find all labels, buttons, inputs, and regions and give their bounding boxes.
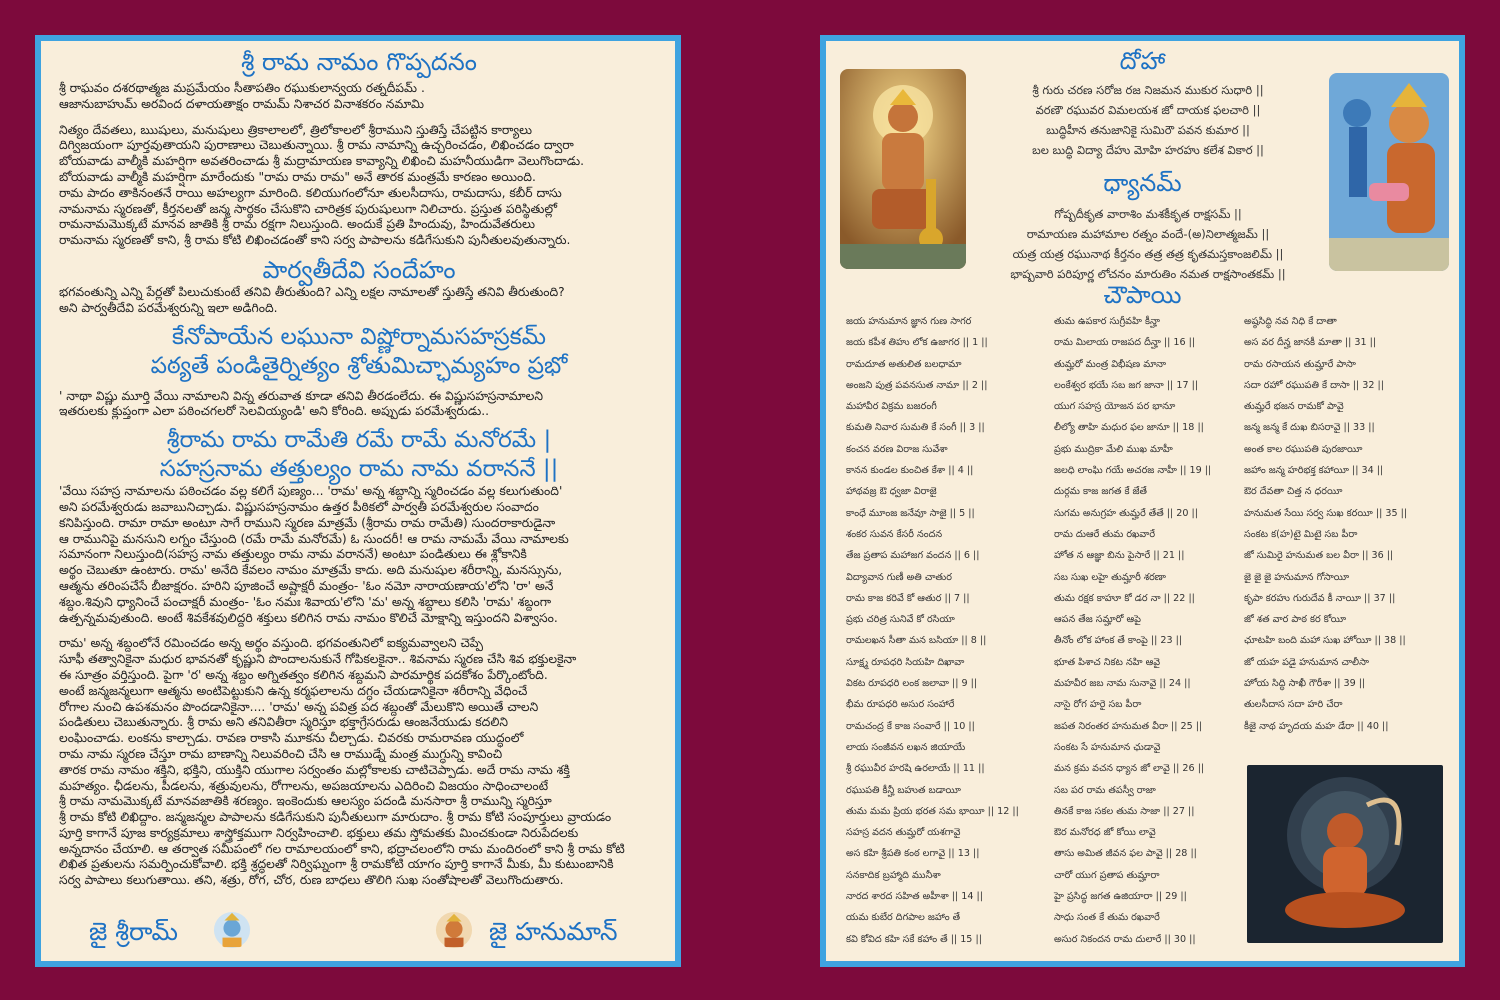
chaupai-line: లాయ సంజీవన లఖన జియాయే	[846, 741, 966, 753]
chaupai-line: యమ కుబేర దిగపాల జహాం తే	[846, 912, 961, 924]
chaupai-line: హోయ సిద్ధి సాఖీ గౌరీశా || 39 ||	[1244, 678, 1366, 690]
shloka-line: సహస్రనామ తత్తుల్యం రామ నామ వరాననే ||	[159, 456, 559, 483]
chaupai-line: శంకర సువన కేసరీ నందన	[846, 528, 943, 540]
intro-verse	[59, 81, 659, 113]
chaupai-line: సనకాదిక బ్రహ్మాది మునీశా	[846, 869, 941, 881]
chaupai-line: మన క్రమ వచన ధ్యాన జో లావై || 26 ||	[1054, 763, 1205, 775]
chaupai-line: ఔర మనోరధ జో కోయి లావై	[1054, 827, 1156, 839]
rama-portrait-icon	[213, 911, 251, 949]
chaupai-line: సహస్ర వదన తుమ్హరో యశగావై	[846, 827, 961, 839]
chaupai-line: జై జై జై హనుమాన గోసాయీ	[1244, 571, 1350, 583]
chaupai-line: సుగమ అనుగ్రహ తుమ్హరే తేతే || 20 ||	[1054, 507, 1199, 519]
chaupai-line: ప్రభు చరిత్ర సునివే కో రసియా	[846, 614, 955, 626]
doha-line: బల బుద్ధి విద్యా దేహు మోహి హరహు కలేశ వికార ||	[1032, 143, 1264, 157]
chaupai-line: మహవీర జబ నామ సునావై || 24 ||	[1054, 678, 1191, 690]
text-line: లిఖిత ప్రతులను సమర్పించుకోవాలి. భక్తి శ్రద్ధలతో నిర్విఘ్నంగా శ్రీ రామకోటి యాగం పూర్తి కాగానే మీకు, మీ కుటుంబానికి	[59, 857, 614, 872]
chaupai-line: అష్ఠసిద్ధి నవ నిధి కే దాతా	[1244, 316, 1337, 327]
chaupai-line: జయ కపీశ తిహు లోక ఉజాగర || 1 ||	[846, 337, 988, 349]
chaupai-line: హనుమత సేయి సర్వ సుఖ కరయీ || 35 ||	[1244, 507, 1408, 519]
meditating-hanuman-image	[1247, 765, 1443, 943]
page-title: శ్రీ రామ నామం గొప్పదనం	[241, 48, 477, 76]
chaupai-line: జో సుమిరై హనుమత బల వీరా || 36 ||	[1244, 550, 1394, 562]
text-line: సర్వ పాపాలు కలుగుతాయి. తని, శత్రు, రోగ, చోర, రుణ బాధలు తొలిగి సుఖ సంతోషాలతో వెలుగొందుతారు.	[59, 873, 564, 888]
text-line: అంటే జన్మజన్మలుగా ఆత్మను అంటిపెట్టుకుని ఉన్న కర్మఫలాలను దగ్ధం చేయడానికైనా శరీరాన్ని వేధించే	[59, 683, 528, 698]
chaupai-line: యుగ సహస్ర యోజన పర భానూ	[1054, 401, 1176, 413]
chaupai-line: సూక్ష్మ రూపధరి సియహి దిఖావా	[846, 656, 965, 668]
chaupai-line: లంకేశ్వర భయే సబ జగ జానా || 17 ||	[1054, 379, 1199, 391]
shloka-line: కేనోపాయేన లఘునా విష్ణోర్నామసహస్రకమ్	[171, 323, 547, 350]
text-line: 'వేయి సహస్ర నామాలను పఠించడం వల్ల కలిగే పుణ్యం... 'రామ' అన్న శబ్దాన్ని స్మరించడం వల్ల కలుగుతుంది'	[59, 484, 563, 499]
chaupai-line: రామ మిలాయ రాజపద దీన్హా || 16 ||	[1054, 337, 1196, 349]
text-line: ఉత్పన్నమవుతుంది. అంటే శివకేశవులిద్దరి శక్తులు కలిగిన రామ నామం కొలిచే మోక్షాన్ని ఇస్తుందని విశ్వాసం.	[59, 610, 558, 625]
chaupai-line: లీల్యో తాహి మధుర ఫల జానూ || 18 ||	[1054, 422, 1204, 434]
chaupai-line: రామ దుఆరే తుమ రఖవారే	[1054, 528, 1156, 540]
chaupai-line: అంత కాల రఘుపతి పురజాయీ	[1244, 443, 1363, 455]
chaupai-line: సబ సుఖ లహై తుమ్హారీ శరణా	[1054, 571, 1166, 583]
chaupai-line: చారో యుగ ప్రతాప తుమ్హారా	[1054, 869, 1160, 881]
chaupai-line: నాసై రోగ హరై సబ పీరా	[1054, 699, 1142, 711]
text-line: అని పరమేశ్వరుడు జవాబునిచ్చాడు. విష్ణుసహస్రనామం ఉత్తర పీఠికలో పార్వతీ పరమేశ్వరుల సంవాదం	[59, 499, 539, 514]
chaupai-line: కీజై నాథ హృదయ మహ డేరా || 40 ||	[1244, 720, 1389, 732]
text-line: శ్రీ రామ నామమొక్కటే మానవజాతికి శరణ్యం. ఇంకెందుకు ఆలస్యం పదండి మనసారా శ్రీ రామున్ని స్మరిస్తూ	[59, 794, 552, 809]
intro-line: ఆజానుబాహుమ్ అరవింద దళాయతాక్షం రామమ్ నిశాచర వినాశకరం నమామి	[59, 96, 424, 111]
left-page	[35, 35, 681, 967]
text-line: ఆత్మను తరింపచేసే బీజాక్షరం. హరిని పూజించే అష్టాక్షరీ మంత్రం- 'ఓం నమో నారాయణాయ'లోని 'రా' అనే	[59, 578, 554, 593]
chaupai-line: అసుర నికందన రామ దులారే || 30 ||	[1054, 933, 1196, 945]
chaupai-line: కానన కుండల కుంచిత కేశా || 4 ||	[846, 465, 974, 477]
chaupai-column-1	[846, 311, 1019, 950]
chaupai-line: జయ హనుమాన జ్ఞాన గుణ సాగర	[846, 316, 972, 327]
chaupai-line: ఆపన తేజ సమ్హారో ఆపై	[1054, 614, 1141, 626]
doha-line: శ్రీ గురు చరణ సరోజ రజ నిజమన ముకుర సుధారి ||	[1032, 83, 1264, 97]
chaupai-line: అస కహి శ్రీపతి కంఠ లగావై || 13 ||	[846, 848, 980, 860]
chaupai-line: రామచంద్ర కే కాజ సంవారే || 10 ||	[846, 720, 975, 732]
text-line: ఈ సూత్రం వర్తిస్తుంది. పైగా 'ర' అన్న శబ్దం అగ్నితత్వం కలిగిన శబ్దమని పారమార్థిక పదకోశం పేర్కొంటోంది.	[59, 667, 548, 682]
chaupai-line: సదా రహో రఘుపతి కే దాసా || 32 ||	[1244, 379, 1384, 391]
chaupai-line: కవి కోవిద కహి సకే కహాం తే || 15 ||	[846, 933, 982, 945]
chaupai-line: రామలఖన సీతా మన బసియా || 8 ||	[846, 635, 987, 647]
chaupai-line: సంకట సే హనుమాన ఛుడావై	[1054, 741, 1161, 753]
text-line: రామనామ స్మరణతో కాని, శ్రీ రామ కోటి లిఖించడంతో కాని సర్వ పాపాలను కడిగేసుకుని పునీతులవుతున్నారు.	[59, 233, 571, 248]
doha-line: బుద్ధిహీన తనుజానికై సుమిరౌ పవన కుమార ||	[1046, 123, 1250, 137]
chaupai-line: కాంధే మూంజ జనేవూ సాజై || 5 ||	[846, 507, 975, 519]
text-line: కనిపిస్తుంది. రామా రామా అంటూ సాగే రాముని స్మరణ మాత్రమే (శ్రీరామ రామ రామేతి) సుందరాకారుడైనా	[59, 515, 556, 530]
text-line: పండితులు చెబుతున్నారు. శ్రీ రామ అని తనివితీరా స్మరిస్తూ భక్తాగ్రేసరుడు ఆంజనేయుడు కదలిని	[59, 715, 508, 730]
paragraph-3	[59, 389, 659, 421]
chaupai-line: తేజ ప్రతాప మహాజగ వందన || 6 ||	[846, 550, 980, 562]
chaupai-column-2	[1054, 311, 1211, 950]
paragraph-4	[59, 484, 659, 626]
chaupai-line: తుమ్హరో మంత్ర విభీషణ మానా	[1054, 358, 1167, 370]
dhyanam-title: ధ్యానమ్	[1103, 169, 1182, 197]
text-line: నిత్యం దేవతలు, ఋషులు, మనుషులు త్రికాలాలలో, త్రిలోకాలలో శ్రీరాముని స్తుతిస్తే చేపట్టిన కార్యాలు	[59, 122, 533, 137]
text-line: అని పార్వతీదేవి పరమేశ్వరున్ని ఇలా అడిగింది.	[59, 300, 278, 315]
chaupai-line: తుమ రక్షక కాహూ కో డర నా || 22 ||	[1054, 592, 1195, 604]
chaupai-line: తులసీదాస సదా హరి చేరా	[1244, 699, 1343, 711]
dhyanam-line: భాష్పవారి పరిపూర్ణ లోచనం మారుతిం నమత రాక్షసాంతకమ్ ||	[1010, 267, 1286, 281]
text-line: రామ పాదం తాకినంతనే రాయి అహల్యగా మారింది. కలియుగంలోనూ తులసీదాసు, రామదాసు, కబీర్ దాసు	[59, 185, 562, 200]
chaupai-line: తినకే కాజ సకల తుమ సాజా || 27 ||	[1054, 805, 1195, 817]
text-line: రామ నామ స్మరణ చేస్తూ రామ బాణాన్ని నిలువరించి చేసి ఆ రాముడ్నే మంత్ర ముగ్ధున్ని కావించి	[59, 746, 503, 761]
chaupai-line: శ్రీ రఘువీర హరషి ఉరలాయే || 11 ||	[846, 763, 985, 775]
chaupai-line: అస వర దీన్హ జానకీ మాతా || 31 ||	[1244, 337, 1377, 349]
chaupai-line: ఔర దేవతా చిత్త న ధరయీ	[1244, 486, 1343, 498]
chaupai-line: రామదూత అతులిత బలధామా	[846, 358, 962, 370]
chaupai-line: హోత న ఆజ్ఞా బిను పైసారే || 21 ||	[1054, 550, 1185, 562]
chaupai-line: జన్మ జన్మ కే దుఖ బిసరావై || 33 ||	[1244, 422, 1375, 434]
text-line: బోయవాడు వాల్మీకి మహర్షిగా అవతరించాడు శ్రీ మద్రామాయణ కావ్యాన్ని లిఖించి మహనీయుడిగా వెలుగొందాడు.	[59, 154, 585, 169]
text-line: రామనామమొక్కటే మానవ జాతికి శ్రీ రామ రక్షగా నిలుస్తుంది. అందుకే ప్రతి హిందువు, హిందువేతరులు	[59, 217, 536, 232]
chaupai-line: భూత పిశాచ నికట నహి ఆవై	[1054, 656, 1161, 668]
chaupai-line: హై ప్రసిద్ధ జగత ఉజియారా || 29 ||	[1054, 891, 1187, 903]
chaupai-line: భీమ రూపధరి అసుర సంహారే	[846, 699, 955, 711]
dhyanam-line: రామాయణ మహామాల రత్నం వందే-(అ)నిలాత్మజమ్ ||	[1026, 227, 1270, 241]
jai-sriram-label: జై శ్రీరామ్	[89, 917, 178, 946]
chaupai-line: రామ రసాయన తుమ్హారే పాసా	[1244, 358, 1356, 370]
chaupai-line: జహాం జన్మ హరిభక్త కహాయీ || 34 ||	[1244, 465, 1384, 477]
chaupai-line: జలధి లాంఘి గయే అచరజ నాహీ || 19 ||	[1054, 465, 1212, 477]
doha-line: వరణౌ రఘువర విమలయశ జో దాయక ఫలచారి ||	[1035, 103, 1261, 117]
chaupai-line: తుమ్హరే భజన రామకో పావై	[1244, 401, 1344, 413]
chaupai-line: తీనోం లోక హాంక తే కాంపై || 23 ||	[1054, 635, 1183, 647]
shloka-line: పఠ్యతే పండితైర్నిత్యం శ్రోతుమిచ్ఛామ్యహం ప్రభో	[150, 352, 568, 379]
chaupai-line: విద్యావాన గుణీ అతి చాతుర	[846, 571, 952, 583]
chaupai-line: వికట రూపధరి లంక జలావా || 9 ||	[846, 678, 978, 690]
text-line: దిగ్విజయంగా పూర్తవుతాయని పురాణాలు చెబుతున్నాయి. శ్రీ రామ నామాన్ని ఉచ్చరించడం, లిఖించడం ద్వారా	[59, 138, 574, 153]
chaupai-column-3	[1244, 311, 1407, 737]
chaupai-line: కృపా కరహు గురుదేవ కీ నాయీ || 37 ||	[1244, 592, 1396, 604]
chaupai-line: జపత నిరంతర హనుమత వీరా || 25 ||	[1054, 720, 1203, 732]
chaupai-line: హాథవజ్ర ఔ ధ్వజా విరాజై	[846, 486, 937, 498]
chaupai-line: తుమ మమ ప్రియ భరత సమ భాయీ || 12 ||	[846, 805, 1019, 817]
chaupai-line: జో శత వార పాఠ కర కోయీ	[1244, 614, 1347, 626]
text-line: పూర్తి కాగానే పూజ కార్యక్రమాలు శాస్త్రోక్తముగా నిర్వహించాలి. భక్తులు తమ స్తోమతకు మించకుండా నిరుపేదలకు	[59, 825, 579, 840]
chaupai-line: జో యహ పడై హనుమాన చాలీసా	[1244, 656, 1369, 668]
chaupai-line: దుర్గమ కాజ జగత కే జేతే	[1054, 486, 1148, 498]
chaupai-line: తుమ ఉపకార సుగ్రీవహి కీన్హా	[1054, 316, 1160, 327]
text-line: సూఫీ తత్వానికైనా మధుర భావనతో కృష్ణుని పొందాలనుకునే గోపికలకైనా.. శివనామ స్మరణ చేసి శివ భక్తులకైనా	[59, 652, 577, 667]
text-line: బోయవాడు వాల్మీకి మహర్షిగా మారేందుకు "రామ రామ రామ" అనే తారక మంత్రమే కారణం అయింది.	[59, 169, 536, 184]
shloka-line: శ్రీరామ రామ రామేతి రమే రామే మనోరమే |	[166, 427, 552, 454]
text-line: నామనామ స్మరణతో, కీర్తనలతో జన్మ సార్థకం చేసుకొని చారిత్రక పురుషులుగా నిలిచారు. ప్రస్తుత పరిస్థితుల్లో	[59, 201, 558, 216]
dhyanam-line: యత్ర యత్ర రఘునాథ కీర్తనం తత్ర తత్ర కృతమస్తకాంజలిమ్ ||	[1012, 247, 1284, 261]
text-line: శ్రీ రామ కోటి లిఖిద్దాం. జన్మజన్మల పాపాలను కడిగేసుకుని పునీతులుగా మారుదాం. శ్రీ రామ కోటి సంపూర్తులు వ్రాయడం	[59, 810, 612, 825]
dhyanam-line: గోష్పదీకృత వారాశిం మశకీకృత రాక్షసమ్ ||	[1054, 207, 1242, 221]
chaupai-line: నారద శారద సహిత అహీశా || 14 ||	[846, 891, 983, 903]
intro-line: శ్రీ రాఘవం దశరథాత్మజ మప్రమేయం సీతాపతిం రఘుకులాన్వయ రత్నదీపమ్ .	[59, 81, 425, 95]
chaupai-line: ఛూటహి బంది మహా సుఖ హోయీ || 38 ||	[1244, 635, 1406, 647]
jai-hanuman-label: జై హనుమాన్	[489, 917, 618, 946]
chaupai-line: కుమతి నివార సుమతి కే సంగీ || 3 ||	[846, 422, 985, 434]
text-line: అర్థం చెబుతూ ఉంటారు. రామ' అనేది కేవలం నామం మాత్రమే కాదు. అది మనుషుల శరీరాన్ని, మనస్సును,	[59, 563, 563, 578]
doha-title: దోహా	[1119, 47, 1166, 75]
right-page	[820, 35, 1465, 967]
text-line: రామ' అన్న శబ్దంలోనే రమించడం అన్న అర్థం వస్తుంది. భగవంతునిలో ఐక్యమవ్వాలని చెప్పే	[59, 636, 483, 651]
section-heading: పార్వతీదేవి సందేహం	[262, 255, 456, 284]
chaupai-line: కంచన వరణ విరాజ సువేశా	[846, 443, 948, 455]
chaupai-line: రఘుపతి కీన్హీ బహుత బడాయీ	[846, 784, 961, 796]
text-line: తారక రామ నామం శక్తిని, భక్తిని, యుక్తిని యుగాల సర్వంతం మల్లోకాలకు చాటిచెప్పాడు. అదే రామ నామ శక్తి	[59, 762, 570, 777]
text-line: భగవంతున్ని ఎన్ని పేర్లతో పిలుచుకుంటే తనివి తీరుతుంది? ఎన్ని లక్షల నామాలతో స్తుతిస్తే తనివి తీరుతుంది?	[59, 284, 565, 299]
text-line: శబ్దం.శివుని ధ్యానించే పంచాక్షరీ మంత్రం- 'ఓం నమః శివాయ'లోని 'మ' అన్న శబ్దాలు కలిసి 'రామ' శబ్దంగా	[59, 594, 552, 609]
footer	[41, 903, 675, 951]
hanuman-portrait-icon	[435, 911, 473, 949]
text-line: ఆ రామునిపై మనసుని లగ్నం చేస్తుంది (రమే రామే మనోరమే) ఓ సుందరీ! ఆ రామ నామమే వేయి నామాలకు	[59, 531, 569, 546]
chaupai-line: సాధు సంత కే తుమ రఖవారే	[1054, 912, 1160, 924]
paragraph-5	[59, 636, 659, 889]
paragraph-2	[59, 285, 659, 317]
paragraph-1	[59, 123, 659, 249]
text-line: మహత్యం. ఛీడలను, పీడలను, శత్రువులను, రోగాలను, అపజయాలను ఎదిరించి విజయం సాధించాలంటే	[59, 778, 549, 793]
text-line: లంఘించాడు. లంకను కాల్చాడు. రావణ రాకాసి మూకను చీల్చాడు. చివరకు రామరావణ యుద్ధంలో	[59, 731, 524, 746]
text-line: ' నాథా విష్ణు మూర్తి వేయి నామాలని విన్న తరువాత కూడా తనివి తీరడంలేదు. ఈ విష్ణుసహస్రనామాలని	[59, 388, 544, 403]
chaupai-line: సబ పర రామ తపస్వీ రాజా	[1054, 784, 1156, 796]
chaupai-line: అంజని పుత్ర పవనసుత నామా || 2 ||	[846, 379, 988, 391]
text-line: సమానంగా నిలుస్తుంది(సహస్ర నామ తత్తుల్యం రామ నామ వరాననే) అంటూ పండితులు ఈ శ్లోకానికి	[59, 547, 527, 562]
text-line: రోగాల నుంచి ఉపశమనం పొందడానికైనా.... 'రామ' అన్న పవిత్ర పద శబ్దంతో మేలుకొని అయితే చాలని	[59, 699, 539, 714]
chaupai-line: మహావీర విక్రమ బజరంగీ	[846, 401, 937, 413]
chaupai-line: రామ కాజ కరివే కో ఆతుర || 7 ||	[846, 592, 970, 604]
chaupai-line: ప్రభు ముద్రికా మేలి ముఖ మాహీ	[1054, 443, 1173, 455]
chaupai-line: తాసు అమిత జీవన ఫల పావై || 28 ||	[1054, 848, 1197, 860]
text-line: ఇతరులకు క్లుప్తంగా ఎలా పఠించగలరో సెలవియ్యండి' అని కోరింది. అప్పుడు పరమేశ్వరుడు..	[59, 404, 490, 419]
chaupai-line: సంకట క(హ)టై మిటై సబ పీరా	[1244, 528, 1358, 540]
text-line: అన్నదానం చేయాలి. ఆ తర్వాత సమీపంలో గల రామాలయంలో కాని, భద్రాచలంలోని రామ మందిరంలో కాని శ్రీ రామ కోటి	[59, 841, 625, 856]
chaupai-title: చౌపాయి	[1103, 281, 1182, 309]
